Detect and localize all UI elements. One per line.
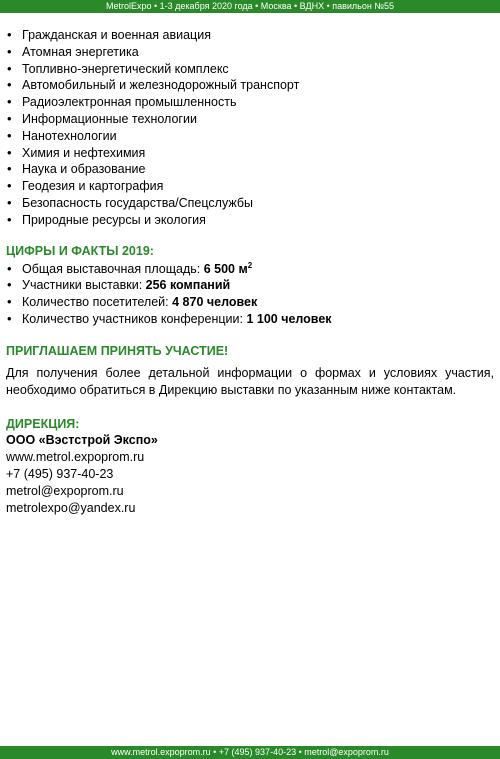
list-item: • Нанотехнологии bbox=[6, 128, 494, 145]
fact-visitors bbox=[6, 294, 494, 311]
fact-value: 6 500 $м^2$ bbox=[203, 260, 253, 276]
header-bar bbox=[0, 0, 500, 13]
list-item: • Автомобильный и железнодорожный транспорт bbox=[6, 77, 494, 94]
fact-value: 1 100 человек bbox=[246, 311, 332, 326]
list-item: • Безопасность государства/Спецслужбы bbox=[6, 195, 494, 212]
list-item: • Геодезия и картография bbox=[6, 178, 494, 195]
fact-superscript: 2 bbox=[247, 260, 253, 270]
list-item: • Гражданская и военная авиация bbox=[6, 27, 494, 44]
page-content bbox=[6, 27, 494, 517]
list-item: • Радиоэлектронная промышленность bbox=[6, 94, 494, 111]
footer-bar bbox=[0, 746, 500, 759]
list-item: • Природные ресурсы и экология bbox=[6, 212, 494, 229]
email-link-secondary[interactable]: metrolexpo@yandex.ru bbox=[6, 500, 136, 515]
fact-conference bbox=[6, 311, 494, 328]
fact-label: Количество участников конференции: bbox=[22, 311, 247, 326]
website-link[interactable]: www.metrol.expoprom.ru bbox=[6, 449, 145, 464]
fact-area bbox=[6, 261, 494, 278]
list-item: • Наука и образование bbox=[6, 161, 494, 178]
fact-value: 4 870 человек bbox=[172, 295, 258, 310]
facts-heading: ЦИФРЫ И ФАКТЫ 2019: bbox=[6, 243, 154, 258]
fact-label: Участники выставки: bbox=[22, 278, 146, 293]
email-link[interactable]: metrol@expoprom.ru bbox=[6, 483, 124, 498]
phone-number: +7 (495) 937-40-23 bbox=[6, 466, 114, 481]
fact-label: Общая выставочная площадь: bbox=[22, 261, 204, 276]
company-name: ООО «Вэстстрой Экспо» bbox=[6, 432, 158, 447]
fact-label: Количество посетителей: bbox=[22, 295, 173, 310]
list-item: • Топливно-энергетический комплекс bbox=[6, 61, 494, 78]
invite-heading: ПРИГЛАШАЕМ ПРИНЯТЬ УЧАСТИЕ! bbox=[6, 343, 229, 358]
list-item: • Информационные технологии bbox=[6, 111, 494, 128]
list-item: • Атомная энергетика bbox=[6, 44, 494, 61]
footer-text: www.metrol.expoprom.ru • +7 (495) 937-40-23 • metrol@expoprom.ru bbox=[111, 747, 389, 757]
invite-text: Для получения более детальной информации о формах и условиях участия, необходимо обратиться в Дирекцию выставки по указанным ниже контактам. bbox=[6, 365, 494, 397]
contacts-block bbox=[6, 432, 494, 517]
header-text: MetrolExpo • 1-3 декабря 2020 года • Москва • ВДНХ • павильон №55 bbox=[105, 1, 395, 11]
facts-list bbox=[6, 261, 494, 328]
directorate-heading: ДИРЕКЦИЯ: bbox=[6, 416, 80, 431]
fact-value: 256 компаний bbox=[145, 278, 231, 293]
topics-list bbox=[6, 27, 494, 229]
list-item: • Химия и нефтехимия bbox=[6, 145, 494, 162]
fact-exhibitors bbox=[6, 277, 494, 294]
